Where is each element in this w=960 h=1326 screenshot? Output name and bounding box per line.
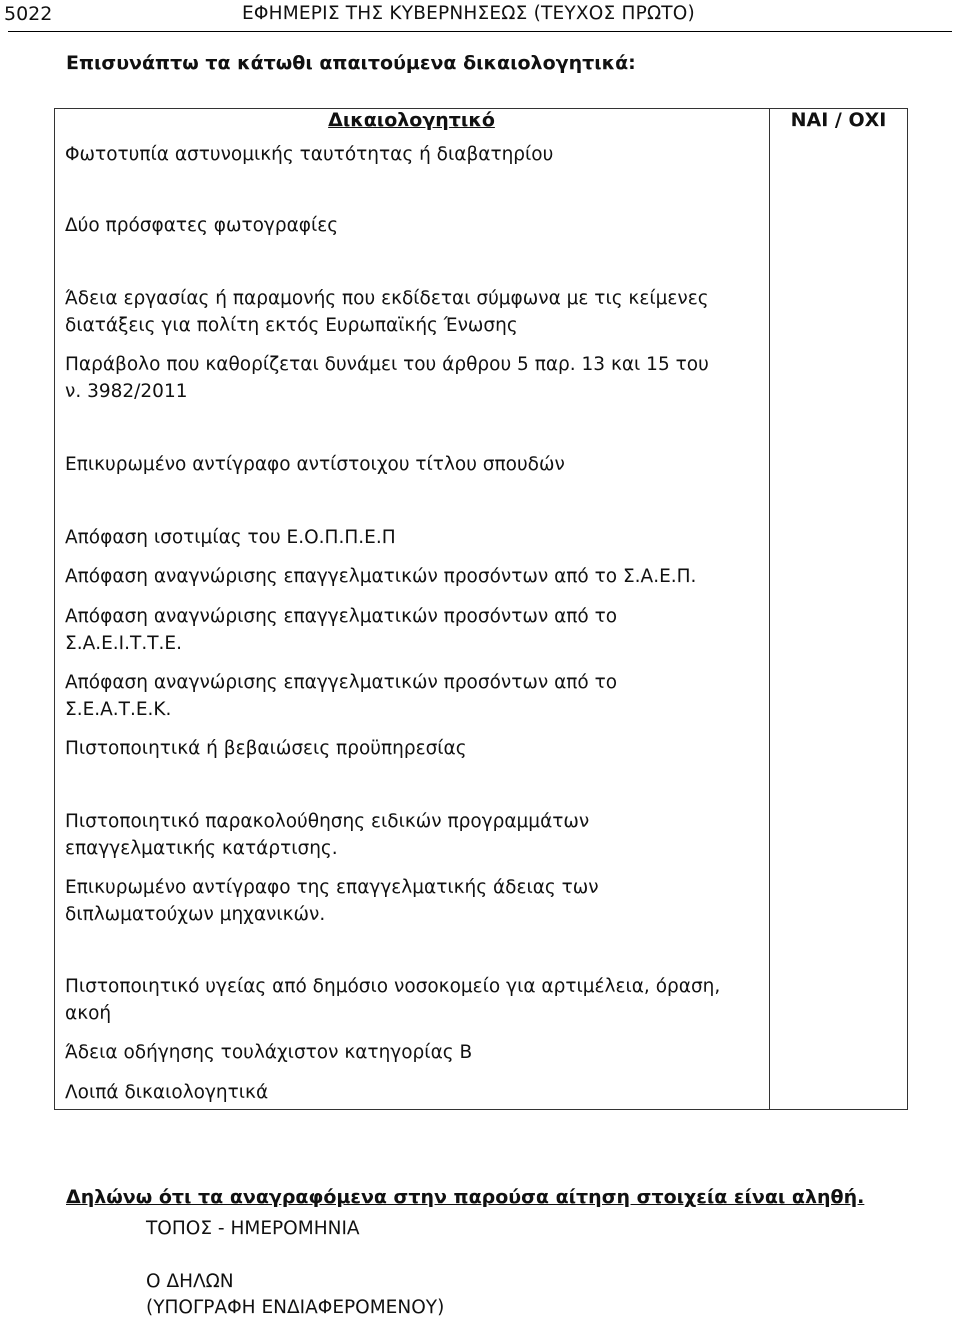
row-text: Άδεια εργασίας ή παραμονής που εκδίδεται σύμφωνα με τις κείμενες [65, 288, 709, 309]
place-date-label: ΤΟΠΟΣ - ΗΜΕΡΟΜΗΝΙΑ [146, 1218, 360, 1239]
signature-label: (ΥΠΟΓΡΑΦΗ ΕΝΔΙΑΦΕΡΟΜΕΝΟΥ) [146, 1297, 445, 1318]
row-text: Πιστοποιητικό παρακολούθησης ειδικών προγραμμάτων [65, 811, 590, 832]
page-number: 5022 [4, 3, 53, 25]
gazette-title: ΕΦΗΜΕΡΙΣ ΤΗΣ ΚΥΒΕΡΝΗΣΕΩΣ (ΤΕΥΧΟΣ ΠΡΩΤΟ) [242, 3, 695, 24]
table-row [65, 973, 760, 1027]
table-row [65, 451, 760, 478]
row-text-cont: Σ.Α.Ε.Ι.Τ.Τ.Ε. [65, 633, 182, 654]
row-text: Απόφαση αναγνώρισης επαγγελματικών προσόντων από το [65, 606, 618, 627]
table-row [65, 1039, 760, 1066]
row-text-cont: ακοή [65, 1003, 112, 1024]
row-text: Απόφαση αναγνώρισης επαγγελματικών προσόντων από το [65, 672, 618, 693]
table-row [65, 669, 760, 723]
table-row [65, 351, 760, 405]
row-text: Παράβολο που καθορίζεται δυνάμει του άρθρου 5 παρ. 13 και 15 του [65, 354, 709, 375]
table-row [65, 603, 760, 657]
intro-text: Επισυνάπτω τα κάτωθι απαιτούμενα δικαιολογητικά: [66, 52, 636, 74]
column-divider [769, 108, 770, 1110]
row-text-cont: διπλωματούχων μηχανικών. [65, 904, 326, 925]
table-row [65, 141, 760, 168]
row-text: Απόφαση αναγνώρισης επαγγελματικών προσόντων από το Σ.Α.Ε.Π. [65, 566, 697, 587]
table-row [65, 735, 760, 762]
table-row [65, 212, 760, 239]
row-text-cont: Σ.Ε.Α.Τ.Ε.Κ. [65, 699, 172, 720]
row-text: Απόφαση ισοτιμίας του Ε.Ο.Π.Π.Ε.Π [65, 527, 396, 548]
column-header-document: Δικαιολογητικό [328, 109, 495, 131]
table-row [65, 563, 760, 590]
declarant-label: Ο ΔΗΛΩΝ [146, 1271, 234, 1292]
row-text: Φωτοτυπία αστυνομικής ταυτότητας ή διαβατηρίου [65, 144, 554, 165]
row-text-cont: επαγγελματικής κατάρτισης. [65, 838, 338, 859]
row-text: Επικυρωμένο αντίγραφο της επαγγελματικής άδειας των [65, 877, 599, 898]
declaration-text: Δηλώνω ότι τα αναγραφόμενα στην παρούσα αίτηση στοιχεία είναι αληθή. [66, 1186, 865, 1208]
row-text-cont: ν. 3982/2011 [65, 381, 188, 402]
row-text: Πιστοποιητικό υγείας από δημόσιο νοσοκομείο για αρτιμέλεια, όραση, [65, 976, 721, 997]
table-row [65, 874, 760, 928]
header-rule [8, 31, 952, 32]
row-text-cont: διατάξεις για πολίτη εκτός Ευρωπαϊκής Ένωσης [65, 315, 518, 336]
table-row [65, 285, 760, 339]
row-text: Λοιπά δικαιολογητικά [65, 1082, 269, 1103]
table-row [65, 524, 760, 551]
row-text: Επικυρωμένο αντίγραφο αντίστοιχου τίτλου σπουδών [65, 454, 565, 475]
row-text: Δύο πρόσφατες φωτογραφίες [65, 215, 339, 236]
column-header-answer: ΝΑΙ / ΟΧΙ [790, 109, 887, 131]
row-text: Άδεια οδήγησης τουλάχιστον κατηγορίας Β [65, 1042, 473, 1063]
table-row [65, 1079, 760, 1106]
page-header [0, 0, 960, 32]
row-text: Πιστοποιητικά ή βεβαιώσεις προϋπηρεσίας [65, 738, 467, 759]
table-row [65, 808, 760, 862]
